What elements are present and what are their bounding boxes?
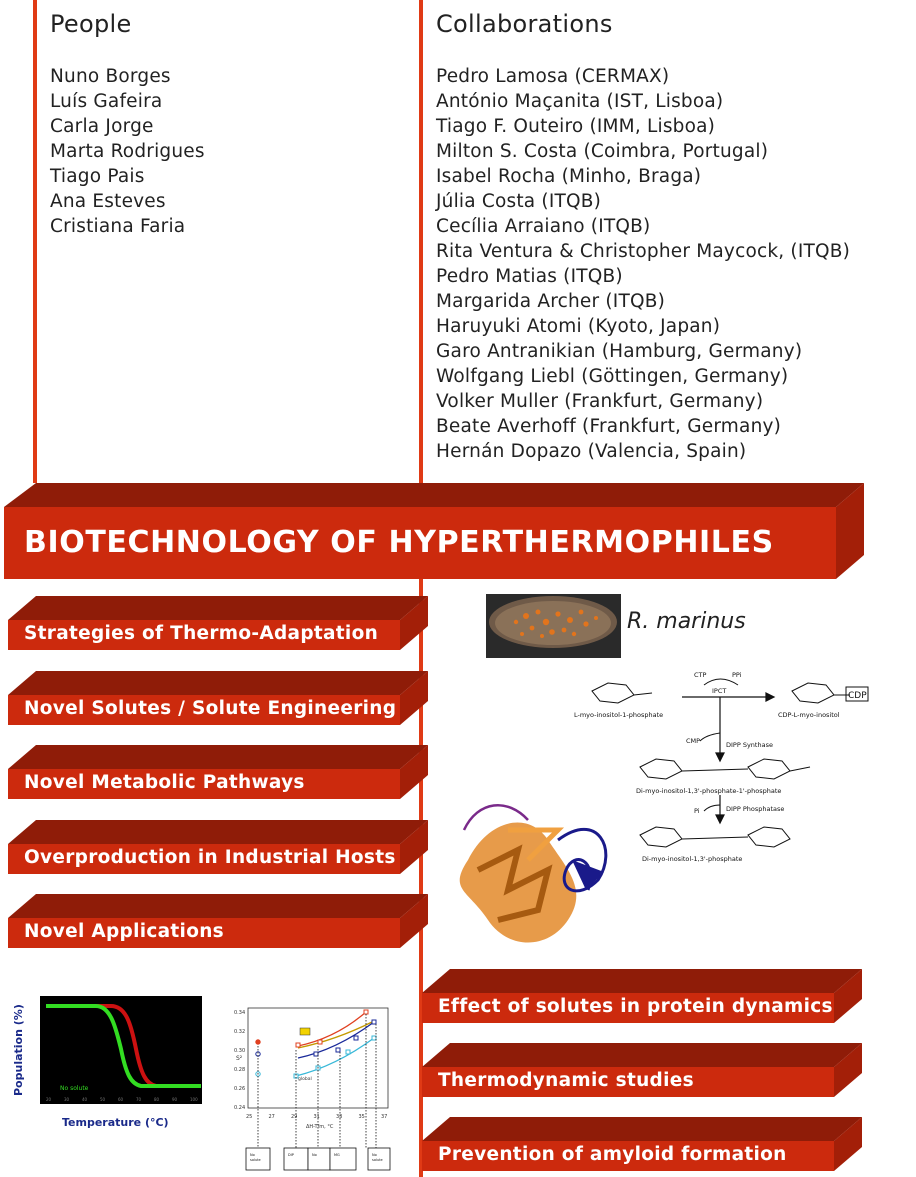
svg-text:50: 50 [100, 1097, 106, 1102]
svg-text:70: 70 [136, 1097, 142, 1102]
pathway-compound4: Di-myo-inositol-1,3'-phosphate [642, 855, 743, 863]
dynamics-xtick: 29 [291, 1114, 298, 1120]
list-item: Cecília Arraiano (ITQB) [436, 216, 651, 237]
melting-ylabel: Population (%) [12, 1004, 25, 1096]
list-item: Ana Esteves [50, 191, 166, 212]
melting-xlabel: Temperature (°C) [62, 1116, 169, 1129]
svg-text:30: 30 [64, 1097, 70, 1102]
list-item: Hernán Dopazo (Valencia, Spain) [436, 441, 747, 462]
petri-dish-photo [486, 594, 621, 658]
dynamics-chart-svg [226, 1000, 396, 1172]
pathway-ppi: PPi [732, 671, 742, 679]
pathway-pi: Pi [694, 807, 700, 815]
list-item: Tiago F. Outeiro (IMM, Lisboa) [436, 116, 716, 137]
list-item: António Maçanita (IST, Lisboa) [436, 91, 724, 112]
pathway-enzyme1: IPCT [712, 687, 727, 695]
left-topic-bar-5 [8, 892, 430, 950]
left-column-divider [33, 0, 37, 483]
dynamics-xtick: 37 [381, 1114, 388, 1120]
pathway-ctp: CTP [694, 671, 707, 679]
list-item: Milton S. Costa (Coimbra, Portugal) [436, 141, 769, 162]
list-item: Júlia Costa (ITQB) [436, 191, 602, 212]
dynamics-global-label: global [298, 1077, 312, 1082]
dynamics-xtick: 27 [268, 1114, 275, 1120]
dynamics-ytick: 0.26 [234, 1086, 246, 1092]
svg-text:No: No [312, 1153, 317, 1157]
left-topic-bar-4 [8, 818, 430, 876]
svg-text:90: 90 [172, 1097, 178, 1102]
protein-ribbon-icon [448, 800, 618, 950]
melting-legend-no-solute: No solute [60, 1085, 89, 1092]
left-topic-bar-5-label: Novel Applications [24, 921, 224, 942]
pathway-cdp-label: CDP [848, 691, 867, 701]
dynamics-ytick: 0.34 [234, 1010, 246, 1016]
collaborations-title: Collaborations [436, 10, 613, 38]
list-item: Wolfgang Liebl (Göttingen, Germany) [436, 366, 789, 387]
svg-text:100: 100 [190, 1097, 198, 1102]
list-item: Haruyuki Atomi (Kyoto, Japan) [436, 316, 721, 337]
pathway-compound1: L-myo-inositol-1-phosphate [574, 711, 664, 719]
svg-text:60: 60 [118, 1097, 124, 1102]
left-topic-bar-1 [8, 594, 430, 652]
pathway-enzyme3: DIPP Phosphatase [726, 805, 785, 813]
list-item: Volker Muller (Frankfurt, Germany) [436, 391, 764, 412]
pathway-compound3: Di-myo-inositol-1,3'-phosphate-1'-phosphate [636, 787, 782, 795]
protein-structure-image [448, 800, 618, 950]
list-item: Luís Gafeira [50, 91, 163, 112]
dynamics-xtick: 35 [358, 1114, 365, 1120]
right-topic-bar-3-label: Prevention of amyloid formation [438, 1144, 787, 1165]
svg-text:No: No [372, 1153, 377, 1157]
svg-text:DIP: DIP [288, 1153, 294, 1157]
svg-text:solute: solute [250, 1158, 261, 1162]
dynamics-xtick: 31 [313, 1114, 320, 1120]
dynamics-ytick: 0.32 [234, 1029, 246, 1035]
dynamics-chart [226, 1000, 396, 1172]
banner-title: BIOTECHNOLOGY OF HYPERTHERMOPHILES [24, 525, 774, 560]
dynamics-ytick: 0.30 [234, 1048, 246, 1054]
list-item: Nuno Borges [50, 66, 171, 87]
people-title: People [50, 10, 132, 38]
left-topic-bar-3 [8, 743, 430, 801]
list-item: Rita Ventura & Christopher Maycock, (ITQB) [436, 241, 851, 262]
dynamics-xlabel: ΔH-T/m, °C [306, 1124, 334, 1130]
right-topic-bar-1-label: Effect of solutes in protein dynamics [438, 996, 833, 1017]
right-topic-bar-3 [422, 1115, 864, 1173]
pathway-enzyme2: DIPP Synthase [726, 741, 773, 749]
pathway-compound2: CDP-L-myo-inositol [778, 711, 840, 719]
list-item: Marta Rodrigues [50, 141, 205, 162]
list-item: Isabel Rocha (Minho, Braga) [436, 166, 702, 187]
organism-name: R. marinus [627, 609, 746, 634]
petri-dish-icon [486, 594, 621, 658]
left-topic-bar-4-label: Overproduction in Industrial Hosts [24, 847, 396, 868]
dynamics-xtick: 25 [246, 1114, 253, 1120]
dynamics-xtick: 33 [336, 1114, 343, 1120]
svg-text:40: 40 [82, 1097, 88, 1102]
svg-text:No: No [250, 1153, 255, 1157]
list-item: Pedro Matias (ITQB) [436, 266, 623, 287]
dynamics-ytick: 0.24 [234, 1105, 246, 1111]
list-item: Margarida Archer (ITQB) [436, 291, 666, 312]
people-list [50, 64, 205, 239]
list-item: Carla Jorge [50, 116, 154, 137]
right-topic-bar-2-label: Thermodynamic studies [438, 1070, 694, 1091]
melting-curve-svg [6, 994, 204, 1134]
left-topic-bar-1-label: Strategies of Thermo-Adaptation [24, 623, 379, 644]
left-topic-bar-2 [8, 669, 430, 727]
svg-text:80: 80 [154, 1097, 160, 1102]
right-topic-bar-1 [422, 967, 864, 1025]
right-topic-bar-2 [422, 1041, 864, 1099]
pathway-cmp: CMP [686, 737, 701, 745]
left-topic-bar-2-label: Novel Solutes / Solute Engineering [24, 698, 397, 719]
list-item: Garo Antranikian (Hamburg, Germany) [436, 341, 803, 362]
svg-text:MG: MG [334, 1153, 340, 1157]
list-item: Cristiana Faria [50, 216, 186, 237]
collaborations-list [436, 64, 850, 464]
svg-text:20: 20 [46, 1097, 52, 1102]
left-topic-bar-3-label: Novel Metabolic Pathways [24, 772, 305, 793]
dynamics-ylabel: S² [236, 1055, 243, 1062]
melting-curve-chart [6, 994, 204, 1134]
list-item: Tiago Pais [50, 166, 145, 187]
list-item: Pedro Lamosa (CERMAX) [436, 66, 670, 87]
dynamics-ytick: 0.28 [234, 1067, 246, 1073]
svg-text:solute: solute [372, 1158, 383, 1162]
list-item: Beate Averhoff (Frankfurt, Germany) [436, 416, 782, 437]
main-banner [0, 481, 866, 581]
